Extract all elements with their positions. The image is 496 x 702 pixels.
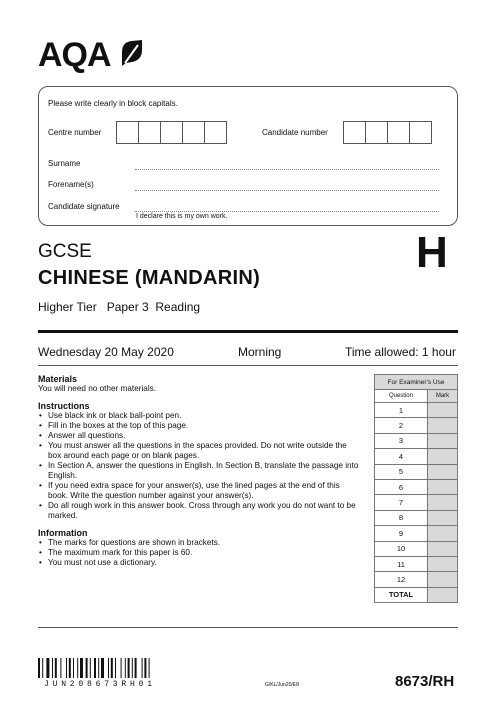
information-heading: Information xyxy=(38,528,88,538)
mark-cell[interactable] xyxy=(427,464,457,479)
table-row xyxy=(375,572,458,587)
table-row xyxy=(375,510,458,525)
question-number: 3 xyxy=(375,433,428,448)
instructions-list xyxy=(38,411,360,521)
mark-cell[interactable] xyxy=(427,526,457,541)
forenames-label: Forename(s) xyxy=(48,180,94,189)
table-row xyxy=(375,464,458,479)
mark-cell[interactable] xyxy=(427,556,457,571)
reference-code: G/KL/Jun20/E8 xyxy=(265,682,299,688)
mark-cell[interactable] xyxy=(427,495,457,510)
table-row xyxy=(375,418,458,433)
forenames-field[interactable] xyxy=(135,189,439,191)
table-row xyxy=(375,479,458,494)
mark-cell[interactable] xyxy=(427,479,457,494)
candidate-number-label: Candidate number xyxy=(262,128,328,137)
list-item: • Do all rough work in this answer book. Cross through any work you do not want to be marked. xyxy=(48,501,360,521)
list-item: • In Section A, answer the questions in English. In Section B, translate the passage into English. xyxy=(48,461,360,481)
list-item: • The marks for questions are shown in brackets. xyxy=(48,538,360,548)
signature-label: Candidate signature xyxy=(48,202,120,211)
question-number: 2 xyxy=(375,418,428,433)
question-number: 12 xyxy=(375,572,428,587)
block-capitals-instruction: Please write clearly in block capitals. xyxy=(48,99,178,108)
table-row xyxy=(375,526,458,541)
question-column-header: Question xyxy=(375,390,428,403)
divider-bottom xyxy=(38,627,458,628)
list-item: • Fill in the boxes at the top of this page. xyxy=(48,421,360,431)
list-item: • If you need extra space for your answer(s), use the lined pages at the end of this book. Write the question number against your answer(s). xyxy=(48,481,360,501)
aqa-logo: AQA xyxy=(38,36,111,74)
surname-label: Surname xyxy=(48,159,81,168)
total-label: TOTAL xyxy=(375,587,428,602)
paper-code: 8673/RH xyxy=(395,673,455,690)
question-number: 4 xyxy=(375,449,428,464)
declaration-text: I declare this is my own work. xyxy=(136,213,228,220)
time-allowed: Time allowed: 1 hour xyxy=(345,345,456,359)
total-mark-cell[interactable] xyxy=(427,587,457,602)
list-item: • Use black ink or black ball-point pen. xyxy=(48,411,360,421)
examiner-table-title: For Examiner's Use xyxy=(375,375,458,390)
list-item: • The maximum mark for this paper is 60. xyxy=(48,548,360,558)
question-number: 1 xyxy=(375,403,428,418)
mark-cell[interactable] xyxy=(427,541,457,556)
signature-field[interactable] xyxy=(135,210,439,212)
instructions-heading: Instructions xyxy=(38,401,90,411)
list-item: • Answer all questions. xyxy=(48,431,360,441)
materials-heading: Materials xyxy=(38,374,78,384)
table-row xyxy=(375,495,458,510)
mark-column-header: Mark xyxy=(427,390,457,403)
table-row xyxy=(375,541,458,556)
table-row xyxy=(375,403,458,418)
mark-cell[interactable] xyxy=(427,449,457,464)
instructions-column xyxy=(38,374,360,568)
candidate-number-field[interactable] xyxy=(344,121,432,144)
materials-text: You will need no other materials. xyxy=(38,384,157,393)
aqa-leaf-icon xyxy=(118,38,144,68)
question-number: 7 xyxy=(375,495,428,510)
surname-field[interactable] xyxy=(135,168,439,170)
question-number: 11 xyxy=(375,556,428,571)
table-row xyxy=(375,433,458,448)
question-number: 6 xyxy=(375,479,428,494)
mark-cell[interactable] xyxy=(427,403,457,418)
candidate-details-box xyxy=(38,86,458,226)
centre-number-field[interactable] xyxy=(117,121,227,144)
list-item: • You must not use a dictionary. xyxy=(48,558,360,568)
divider-thick xyxy=(38,330,458,333)
table-row xyxy=(375,556,458,571)
examiner-use-table xyxy=(374,374,458,603)
qualification-title: GCSE xyxy=(38,241,92,262)
tier-letter: H xyxy=(416,228,448,277)
barcode-text: JUN208673RH01 xyxy=(44,680,156,689)
information-list xyxy=(38,538,360,568)
question-number: 9 xyxy=(375,526,428,541)
centre-number-label: Centre number xyxy=(48,128,102,137)
barcode xyxy=(38,658,188,678)
question-number: 5 xyxy=(375,464,428,479)
exam-date: Wednesday 20 May 2020 xyxy=(38,345,174,359)
question-number: 10 xyxy=(375,541,428,556)
exam-session: Morning xyxy=(238,345,282,359)
mark-cell[interactable] xyxy=(427,433,457,448)
table-row xyxy=(375,449,458,464)
mark-cell[interactable] xyxy=(427,572,457,587)
mark-cell[interactable] xyxy=(427,418,457,433)
divider-thin xyxy=(38,365,458,366)
question-number: 8 xyxy=(375,510,428,525)
subject-title: CHINESE (MANDARIN) xyxy=(38,267,261,289)
tier-paper-line: Higher Tier Paper 3 Reading xyxy=(38,300,201,314)
mark-cell[interactable] xyxy=(427,510,457,525)
list-item: • You must answer all the questions in the spaces provided. Do not write outside the box around each page or on blank pages. xyxy=(48,441,360,461)
